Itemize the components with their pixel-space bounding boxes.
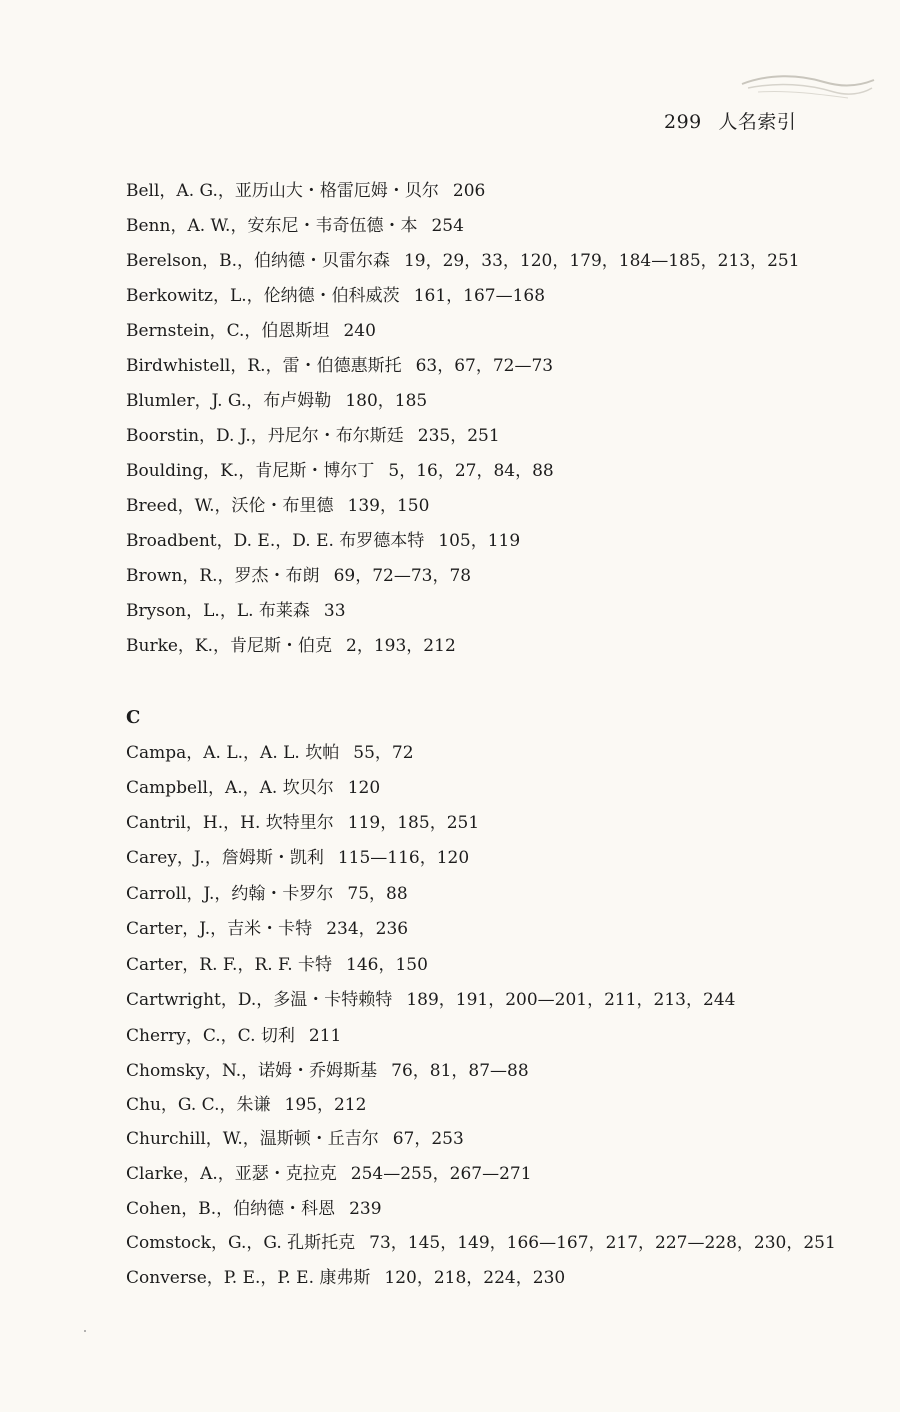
entry-name: Cantril，H.，H. 坎特里尔 xyxy=(126,813,334,833)
entry-pages: 76，81，87—88 xyxy=(391,1061,529,1081)
index-entry xyxy=(126,425,500,447)
index-entry xyxy=(126,320,376,342)
entry-name: Broadbent，D. E.，D. E. 布罗德本特 xyxy=(126,531,425,551)
section-heading-c: C xyxy=(126,707,141,728)
entry-name: Breed，W.，沃伦・布里德 xyxy=(126,496,334,516)
entry-pages: 19，29，33，120，179，184—185，213，251 xyxy=(403,251,800,271)
entry-pages: 206 xyxy=(452,181,486,201)
index-entry xyxy=(126,600,346,622)
entry-name: Cherry，C.，C. 切利 xyxy=(126,1026,295,1046)
index-entry xyxy=(126,1232,836,1254)
entry-pages: 211 xyxy=(308,1026,342,1046)
entry-pages: 120 xyxy=(347,778,381,798)
entry-name: Blumler，J. G.，布卢姆勒 xyxy=(126,391,332,411)
entry-pages: 69，72—73，78 xyxy=(333,566,472,586)
entry-name: Carter，R. F.，R. F. 卡特 xyxy=(126,955,333,975)
index-entry xyxy=(126,1267,565,1289)
entry-name: Benn，A. W.，安东尼・韦奇伍德・本 xyxy=(126,216,418,236)
paper-speck xyxy=(84,1330,86,1332)
entry-name: Berkowitz，L.，伦纳德・伯科威茨 xyxy=(126,286,400,306)
entry-name: Chomsky，N.，诺姆・乔姆斯基 xyxy=(126,1061,378,1081)
index-entry xyxy=(126,954,428,976)
entry-name: Cohen，B.，伯纳德・科恩 xyxy=(126,1199,336,1219)
entry-pages: 234，236 xyxy=(326,919,409,939)
index-entry xyxy=(126,1025,341,1047)
index-entry xyxy=(126,918,408,940)
entry-name: Churchill，W.，温斯顿・丘吉尔 xyxy=(126,1129,379,1149)
entry-pages: 120，218，224，230 xyxy=(384,1268,566,1288)
section-title: 人名索引 xyxy=(718,111,797,133)
index-entry xyxy=(126,215,464,237)
entry-name: Campa，A. L.，A. L. 坎帕 xyxy=(126,743,340,763)
index-entry xyxy=(126,812,479,834)
index-entry xyxy=(126,777,380,799)
entry-pages: 161，167—168 xyxy=(413,286,546,306)
entry-pages: 55，72 xyxy=(353,743,414,763)
running-header xyxy=(664,107,796,134)
entry-name: Birdwhistell，R.，雷・伯德惠斯托 xyxy=(126,356,402,376)
entry-pages: 239 xyxy=(349,1199,382,1219)
entry-pages: 254 xyxy=(431,216,464,236)
index-entry xyxy=(126,250,800,272)
header-ornament-icon xyxy=(738,70,878,104)
entry-pages: 195，212 xyxy=(284,1095,367,1115)
entry-pages: 105，119 xyxy=(438,531,521,551)
index-entry xyxy=(126,847,469,869)
entry-pages: 73，145，149，166—167，217，227—228，230，251 xyxy=(369,1233,836,1253)
entry-name: Carter，J.，吉米・卡特 xyxy=(126,919,313,939)
entry-pages: 180，185 xyxy=(345,391,428,411)
entry-name: Brown，R.，罗杰・布朗 xyxy=(126,566,320,586)
index-entry xyxy=(126,460,554,482)
entry-name: Boorstin，D. J.，丹尼尔・布尔斯廷 xyxy=(126,426,404,446)
entry-pages: 2，193，212 xyxy=(346,636,456,656)
entry-name: Chu，G. C.，朱谦 xyxy=(126,1095,271,1115)
index-entry xyxy=(126,390,427,412)
entry-pages: 5，16，27，84，88 xyxy=(388,461,554,481)
index-entry xyxy=(126,883,408,905)
entry-pages: 139，150 xyxy=(347,496,430,516)
index-entry xyxy=(126,1060,529,1082)
entry-name: Bell，A. G.，亚历山大・格雷厄姆・贝尔 xyxy=(126,181,439,201)
index-entry xyxy=(126,530,520,552)
index-entry xyxy=(126,989,735,1011)
index-entry xyxy=(126,1094,366,1116)
index-entry xyxy=(126,355,553,377)
entry-name: Carroll，J.，约翰・卡罗尔 xyxy=(126,884,334,904)
entry-pages: 67，253 xyxy=(392,1129,464,1149)
entry-name: Bryson，L.，L. 布莱森 xyxy=(126,601,310,621)
entry-pages: 115—116，120 xyxy=(337,848,470,868)
entry-name: Carey，J.，詹姆斯・凯利 xyxy=(126,848,324,868)
entry-pages: 235，251 xyxy=(417,426,500,446)
entry-name: Berelson，B.，伯纳德・贝雷尔森 xyxy=(126,251,390,271)
entry-pages: 189，191，200—201，211，213，244 xyxy=(406,990,736,1010)
entry-name: Converse，P. E.，P. E. 康弗斯 xyxy=(126,1268,371,1288)
entry-name: Comstock，G.，G. 孔斯托克 xyxy=(126,1233,356,1253)
entry-pages: 63，67，72—73 xyxy=(415,356,554,376)
entry-name: Burke，K.，肯尼斯・伯克 xyxy=(126,636,333,656)
entry-pages: 254—255，267—271 xyxy=(350,1164,532,1184)
index-entry xyxy=(126,742,414,764)
index-entry xyxy=(126,1198,382,1220)
index-entry xyxy=(126,495,429,517)
index-entry xyxy=(126,565,471,587)
index-entry xyxy=(126,1128,464,1150)
entry-pages: 33 xyxy=(323,601,346,621)
entry-pages: 119，185，251 xyxy=(347,813,480,833)
entry-pages: 146，150 xyxy=(346,955,428,975)
entry-pages: 240 xyxy=(343,321,376,341)
entry-name: Clarke，A.，亚瑟・克拉克 xyxy=(126,1164,337,1184)
index-entry xyxy=(126,285,545,307)
entry-name: Boulding，K.，肯尼斯・博尔丁 xyxy=(126,461,375,481)
index-entry xyxy=(126,635,456,657)
entry-name: Bernstein，C.，伯恩斯坦 xyxy=(126,321,330,341)
entry-name: Cartwright，D.，多温・卡特赖特 xyxy=(126,990,393,1010)
entry-pages: 75，88 xyxy=(347,884,408,904)
entry-name: Campbell，A.，A. 坎贝尔 xyxy=(126,778,334,798)
page-number: 299 xyxy=(664,111,702,133)
index-entry xyxy=(126,180,485,202)
index-entry xyxy=(126,1163,532,1185)
